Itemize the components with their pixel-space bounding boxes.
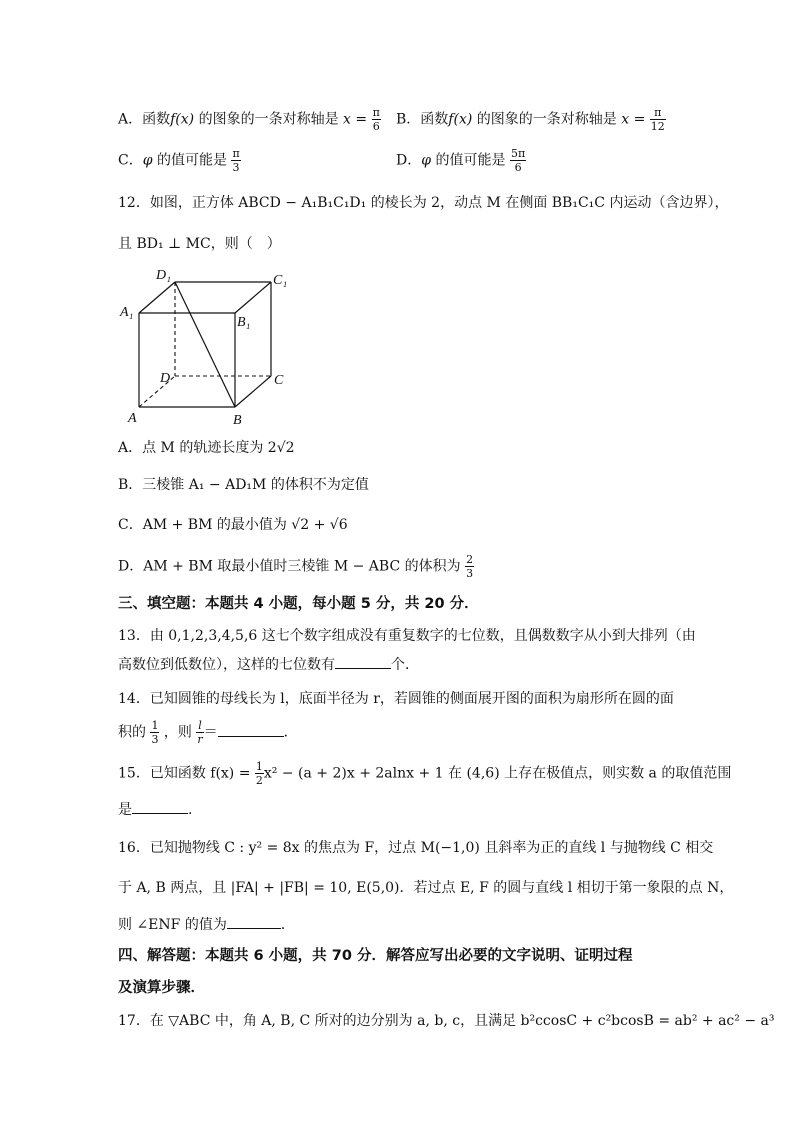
q13-text: 高数位到低数位），这样的七位数有 <box>118 657 335 673</box>
q16-line-1: 16．已知抛物线 C : y² = 8x 的焦点为 F，过点 M(−1,0) 且斜率为正的直线 l 与抛物线 C 相交 <box>118 840 714 856</box>
q14-line-1: 14．已知圆锥的母线长为 l，底面半径为 r，若圆锥的侧面展开图的面积为扇形所在圆的面 <box>118 691 674 707</box>
label-d: D <box>160 371 171 386</box>
q11-option-c-text: 的值可能是 <box>152 152 227 169</box>
fraction-numerator: 2 <box>466 553 474 566</box>
fraction-denominator: 3 <box>232 161 240 174</box>
q14-text-mid: ，则 <box>163 724 192 741</box>
q15-fraction-half <box>255 760 264 787</box>
fraction-denominator: 6 <box>514 161 522 174</box>
q11-option-a-label: A．函数 <box>118 111 171 128</box>
q15-text-end: . <box>188 802 193 818</box>
q11-option-c-label: C． <box>118 152 143 169</box>
label-c: C <box>274 373 284 388</box>
q12-option-a: A．点 M 的轨迹长度为 2√2 <box>118 440 295 456</box>
q12-option-b: B．三棱锥 A₁ − AD₁M 的体积不为定值 <box>118 477 369 493</box>
q11-option-b-label: B．函数 <box>396 111 449 128</box>
fraction-numerator: π <box>372 106 380 119</box>
cube-figure <box>110 262 310 430</box>
q12-option-c: C．AM + BM 的最小值为 √2 + √6 <box>118 517 348 533</box>
q11-option-d <box>396 147 526 174</box>
q15-line-1 <box>118 760 731 787</box>
q11-option-b-fraction <box>650 106 666 133</box>
section-4-heading-line-1: 四、解答题：本题共 6 小题，共 70 分．解答应写出必要的文字说明、证明过程 <box>118 948 633 964</box>
fraction-denominator: 12 <box>650 120 665 133</box>
q11-option-c-fraction <box>231 147 240 174</box>
label-b1: B₁ <box>237 315 251 330</box>
q16-answer-blank <box>227 928 281 929</box>
fraction-denominator: 2 <box>255 774 263 787</box>
q11-option-d-label: D． <box>396 152 422 169</box>
q14-equals: ＝ <box>203 724 218 741</box>
label-c1: C₁ <box>273 273 288 288</box>
q13-text-end: 个． <box>391 657 419 673</box>
q11-option-a-text: 的图象的一条对称轴是 <box>194 111 344 128</box>
q14-text-end: ． <box>283 724 298 741</box>
q13-line-1: 13．由 0,1,2,3,4,5,6 这七个数字组成没有重复数字的七位数，且偶数数字从小到大排列（由 <box>118 628 696 644</box>
q11-option-b <box>396 106 666 133</box>
q14-answer-blank <box>218 736 284 737</box>
q11-option-b-func: f(x) <box>448 111 473 128</box>
q15-text: 15．已知函数 f(x) = <box>118 765 251 782</box>
q11-option-a-fraction <box>372 106 381 133</box>
label-b: B <box>233 413 242 428</box>
q12-option-d <box>118 553 474 580</box>
q11-option-a-func: f(x) <box>170 111 195 128</box>
q15-line-2 <box>118 799 192 819</box>
q15-text-2: 是 <box>118 802 132 818</box>
section-3-heading: 三、填空题：本题共 4 小题，每小题 5 分，共 20 分． <box>118 596 479 612</box>
q11-option-b-text: 的图象的一条对称轴是 <box>472 111 622 128</box>
q16-text: 则 ∠ENF 的值为 <box>118 917 227 933</box>
q14-fraction-l-over-r <box>196 719 203 746</box>
q14-fraction-one-third <box>150 719 159 746</box>
q14-line-2 <box>118 719 298 746</box>
q16-text-end: ． <box>280 917 295 933</box>
q12-option-d-text: D．AM + BM 取最小值时三棱锥 M − ABC 的体积为 <box>118 558 461 575</box>
label-a1: A₁ <box>120 305 134 320</box>
fraction-numerator: 5π <box>510 147 526 160</box>
edge-b-c <box>235 376 271 407</box>
q14-text: 积的 <box>118 724 146 741</box>
edge-b1-c1 <box>235 282 271 313</box>
q11-option-c-phi: φ <box>142 152 153 169</box>
q13-answer-blank <box>335 668 391 669</box>
fraction-numerator: 1 <box>151 719 159 732</box>
edge-a1-d1 <box>139 282 175 313</box>
fraction-denominator: 3 <box>151 733 159 746</box>
q11-option-a <box>118 106 381 133</box>
q11-option-b-eq: x = <box>621 111 646 128</box>
q12-option-d-fraction <box>465 553 474 580</box>
q17-line-1: 17．在 ▽ABC 中，角 A, B, C 所对的边分别为 a, b, c，且满足 b²ccosC + c²bcosB = ab² + ac² − a³ <box>118 1013 775 1029</box>
q12-stem-line-1: 12．如图，正方体 ABCD − A₁B₁C₁D₁ 的棱长为 2，动点 M 在侧面 BB₁C₁C 内运动（含边界）， <box>118 195 729 211</box>
fraction-numerator: π <box>650 106 666 120</box>
diagonal-b-d1 <box>175 282 235 407</box>
q11-option-a-eq: x = <box>343 111 368 128</box>
fraction-numerator: π <box>232 147 240 160</box>
fraction-denominator: 3 <box>466 567 474 580</box>
q11-option-d-phi: φ <box>421 152 432 169</box>
fraction-denominator: r <box>197 733 203 746</box>
q11-option-d-fraction <box>510 147 526 174</box>
q12-stem-line-2: 且 BD₁ ⊥ MC，则（ ） <box>118 236 281 252</box>
section-4-heading-line-2: 及演算步骤． <box>118 980 205 996</box>
label-d1: D₁ <box>156 268 171 283</box>
q13-line-2 <box>118 654 419 674</box>
q11-option-d-text: 的值可能是 <box>431 152 506 169</box>
q15-text-rest: x² − (a + 2)x + 2alnx + 1 在 (4,6) 上存在极值点，则实数 a 的取值范围 <box>263 765 732 782</box>
fraction-denominator: 6 <box>372 120 380 133</box>
q15-answer-blank <box>132 813 188 814</box>
fraction-numerator: 1 <box>255 760 263 773</box>
q16-line-3 <box>118 914 295 934</box>
fraction-numerator: l <box>198 719 202 732</box>
q16-line-2: 于 A, B 两点，且 |FA| + |FB| = 10, E(5,0)．若过点 E, F 的圆与直线 l 相切于第一象限的点 N， <box>118 880 734 896</box>
label-a: A <box>128 411 137 426</box>
q11-option-c <box>118 147 241 174</box>
